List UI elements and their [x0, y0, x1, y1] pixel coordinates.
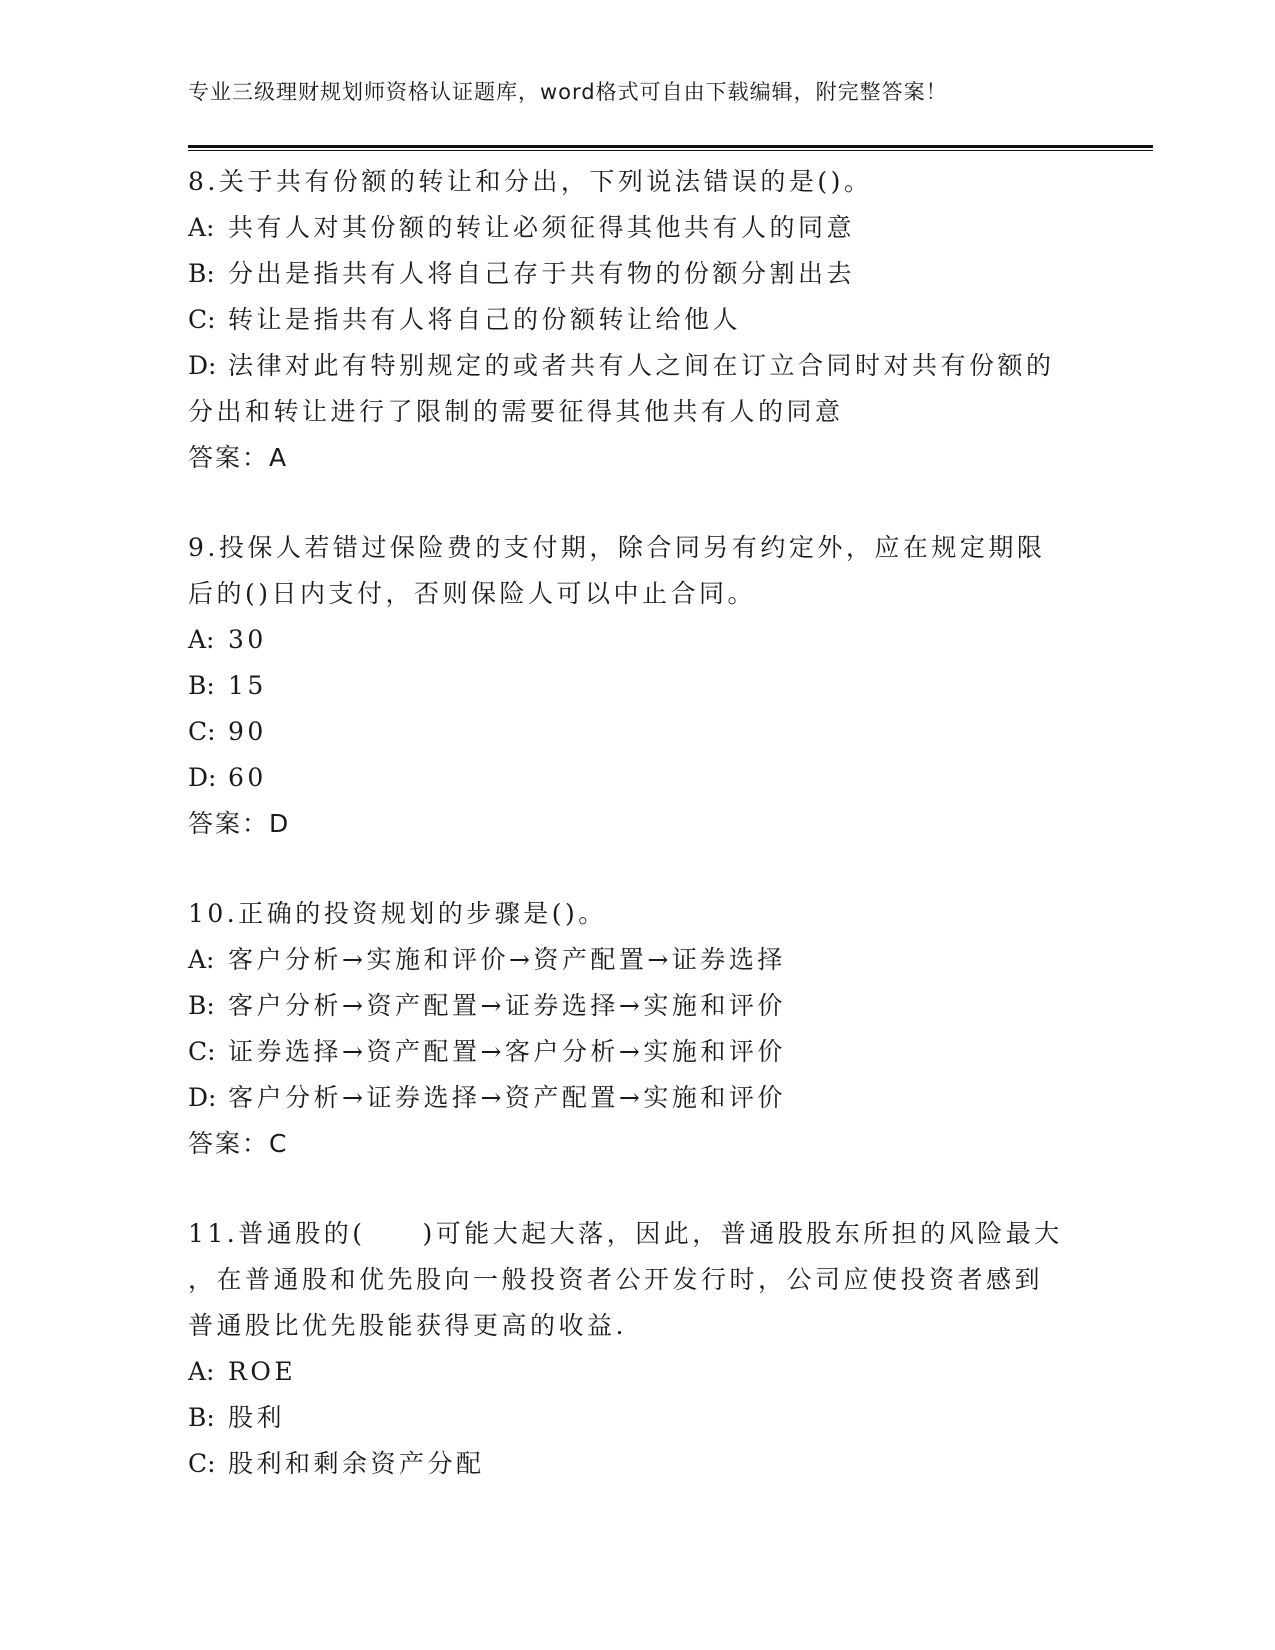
option-line [188, 755, 1088, 801]
option-label: B: [188, 1403, 215, 1432]
question-stem: ，在普通股和优先股向一般投资者公开发行时，公司应使投资者感到 [188, 1265, 1044, 1294]
option-text: 股利 [228, 1403, 286, 1432]
option-text: 转让是指共有人将自己的份额转让给他人 [228, 305, 742, 334]
option-line [188, 937, 1088, 983]
option-text: 股利和剩余资产分配 [228, 1449, 485, 1478]
question-stem: 后的()日内支付，否则保险人可以中止合同。 [188, 579, 757, 608]
option-text: 30 [228, 625, 267, 654]
option-label: A: [188, 945, 215, 974]
option-label: A: [188, 625, 215, 654]
option-line [188, 1029, 1088, 1075]
page-header: 专业三级理财规划师资格认证题库，word格式可自由下载编辑，附完整答案！ [188, 80, 948, 104]
option-line: 分出和转让进行了限制的需要征得其他共有人的同意 [188, 397, 844, 426]
option-text: 共有人对其份额的转让必须征得其他共有人的同意 [228, 213, 856, 242]
option-text: 法律对此有特别规定的或者共有人之间在订立合同时对共有份额的 [228, 351, 1055, 380]
option-label: C: [188, 305, 216, 334]
question-gap [188, 847, 1088, 891]
option-line [188, 1441, 1088, 1487]
option-text: 60 [228, 763, 267, 792]
option-label: D: [188, 1083, 217, 1112]
option-label: C: [188, 1449, 216, 1478]
answer-line: 答案：C [188, 1129, 289, 1158]
option-text: 90 [228, 717, 267, 746]
answer-line: 答案：D [188, 809, 291, 838]
question-list [188, 159, 1088, 1487]
option-line [188, 343, 1088, 389]
option-line [188, 297, 1088, 343]
option-text: ROE [228, 1357, 297, 1386]
option-line [188, 709, 1088, 755]
option-label: D: [188, 351, 217, 380]
option-label: B: [188, 991, 215, 1020]
option-line [188, 205, 1088, 251]
option-line [188, 663, 1088, 709]
option-line [188, 983, 1088, 1029]
option-text: 分出是指共有人将自己存于共有物的份额分割出去 [228, 259, 856, 288]
option-label: C: [188, 1037, 216, 1066]
question-block [188, 1211, 1088, 1487]
question-stem: 8.关于共有份额的转让和分出，下列说法错误的是()。 [188, 167, 873, 196]
option-line [188, 617, 1088, 663]
option-text: 客户分析→资产配置→证券选择→实施和评价 [228, 991, 786, 1020]
option-text: 15 [228, 671, 267, 700]
option-line [188, 251, 1088, 297]
question-stem: 10.正确的投资规划的步骤是()。 [188, 899, 607, 928]
option-label: B: [188, 671, 215, 700]
option-text: 客户分析→证券选择→资产配置→实施和评价 [228, 1083, 786, 1112]
option-label: A: [188, 213, 215, 242]
question-stem: 11.普通股的( )可能大起大落，因此，普通股股东所担的风险最大 [188, 1219, 1063, 1248]
question-block [188, 525, 1088, 847]
question-block [188, 159, 1088, 481]
question-block [188, 891, 1088, 1167]
option-label: B: [188, 259, 215, 288]
header-rule-thick [188, 145, 1153, 148]
option-text: 证券选择→资产配置→客户分析→实施和评价 [228, 1037, 786, 1066]
answer-line: 答案：A [188, 443, 289, 472]
option-line [188, 1075, 1088, 1121]
option-label: A: [188, 1357, 215, 1386]
option-text: 客户分析→实施和评价→资产配置→证券选择 [228, 945, 786, 974]
question-gap [188, 1167, 1088, 1211]
option-line [188, 1395, 1088, 1441]
option-label: D: [188, 763, 217, 792]
question-stem: 普通股比优先股能获得更高的收益. [188, 1311, 627, 1340]
option-label: C: [188, 717, 216, 746]
header-rule-thin [188, 150, 1153, 151]
question-stem: 9.投保人若错过保险费的支付期，除合同另有约定外，应在规定期限 [188, 533, 1046, 562]
option-line [188, 1349, 1088, 1395]
question-gap [188, 481, 1088, 525]
